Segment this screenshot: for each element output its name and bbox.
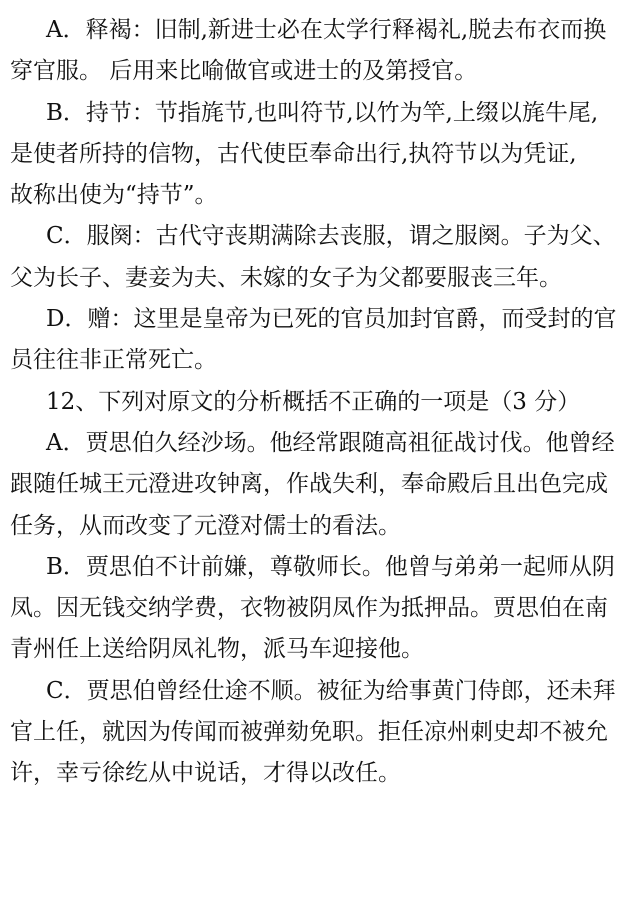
option-b-line-2: 是使者所持的信物，古代使臣奉命出行,执符节以为凭证,: [10, 140, 577, 167]
option-c-line-2: 父为长子、妻妾为夫、未嫁的女子为父都要服丧三年。: [10, 264, 562, 291]
option-d-line-1: D．赠：这里是皇帝为已死的官员加封官爵，而受封的官: [46, 306, 617, 333]
q12-option-a-line-3: 任务，从而改变了元澄对儒士的看法。: [10, 512, 401, 539]
option-d-line-2: 员往往非正常死亡。: [10, 347, 217, 374]
q12-option-c-line-3: 许，幸亏徐纥从中说话，才得以改任。: [10, 760, 401, 787]
q12-option-b-line-1: B．贾思伯不计前嫌，尊敬师长。他曾与弟弟一起师从阴: [46, 553, 615, 580]
q12-option-a-line-2: 跟随任城王元澄进攻钟离，作战失利，奉命殿后且出色完成: [10, 471, 608, 498]
q12-option-c-line-2: 官上任，就因为传闻而被弹劾免职。拒任凉州刺史却不被允: [10, 719, 608, 746]
option-a-line-2: 穿官服。 后用来比喻做官或进士的及第授官。: [10, 58, 478, 85]
question-12-stem: 12、下列对原文的分析概括不正确的一项是（3 分）: [46, 388, 581, 415]
option-b-line-1: B．持节：节指旄节,也叫符节,以竹为竿,上缀以旄牛尾,: [46, 99, 599, 126]
q12-option-b-line-3: 青州任上送给阴凤礼物，派马车迎接他。: [10, 636, 424, 663]
option-a-line-1: A．释褐：旧制,新进士必在太学行释褐礼,脱去布衣而换: [46, 17, 607, 43]
q12-option-b-line-2: 凤。因无钱交纳学费，衣物被阴凤作为抵押品。贾思伯在南: [10, 595, 608, 622]
q12-option-c-line-1: C．贾思伯曾经仕途不顺。被征为给事黄门侍郎，还未拜: [46, 677, 616, 704]
option-b-line-3: 故称出使为“持节”。: [10, 182, 218, 209]
q12-option-a-line-1: A．贾思伯久经沙场。他经常跟随高祖征战讨伐。他曾经: [46, 429, 615, 456]
option-c-line-1: C．服阕：古代守丧期满除去丧服，谓之服阕。子为父、: [46, 223, 616, 250]
